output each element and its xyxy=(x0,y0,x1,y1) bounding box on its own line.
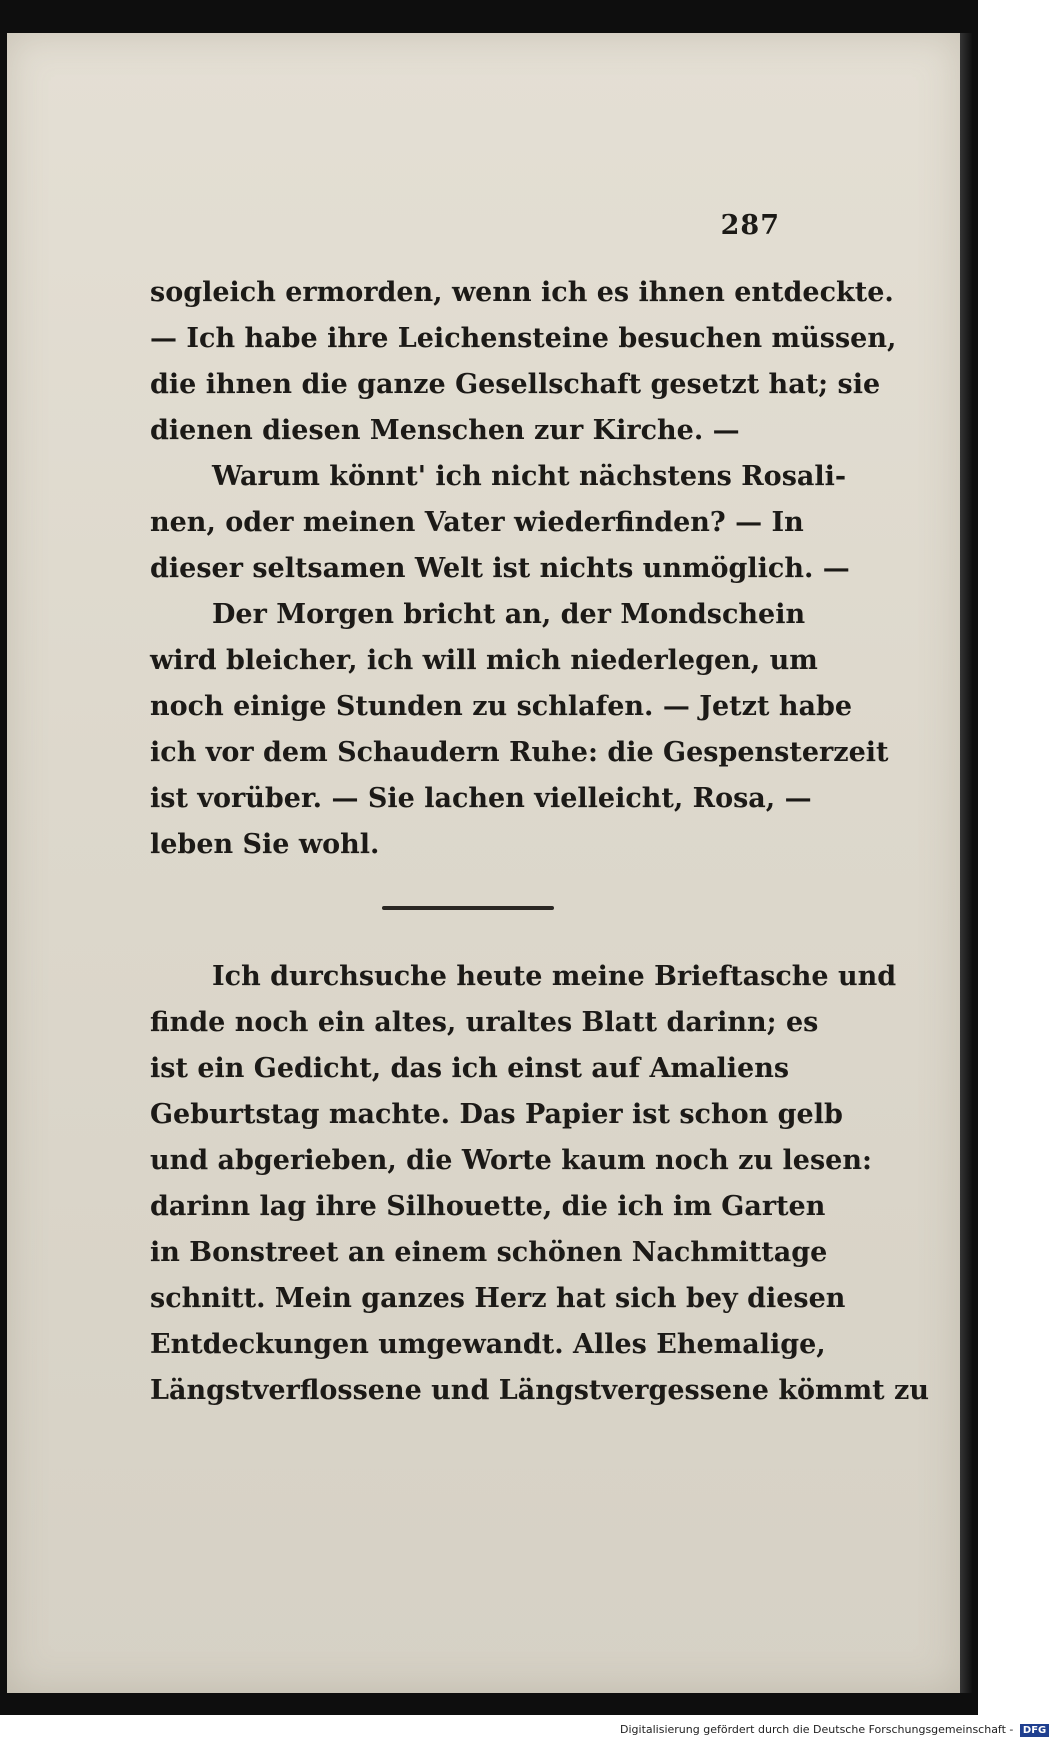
text-line: Längstverflossene und Längstvergessene kömmt zu xyxy=(150,1375,930,1406)
text-line: ist ein Gedicht, das ich einst auf Amaliens xyxy=(150,1053,790,1084)
text-line: und abgerieben, die Worte kaum noch zu lesen: xyxy=(150,1145,872,1176)
text-line: dieser seltsamen Welt ist nichts unmöglich. — xyxy=(150,553,850,584)
text-line: Ich durchsuche heute meine Brieftasche und xyxy=(212,961,897,992)
text-block-letter xyxy=(150,270,897,868)
text-line: sogleich ermorden, wenn ich es ihnen entdeckte. xyxy=(150,277,894,308)
text-line: finde noch ein altes, uraltes Blatt darinn; es xyxy=(150,1007,819,1038)
credit-text: Digitalisierung gefördert durch die Deutsche Forschungsgemeinschaft - xyxy=(620,1723,1014,1736)
text-line: ist vorüber. — Sie lachen vielleicht, Rosa, — xyxy=(150,783,812,814)
text-line: nen, oder meinen Vater wiederfinden? — In xyxy=(150,507,804,538)
text-line: dienen diesen Menschen zur Kirche. — xyxy=(150,415,740,446)
text-line: ich vor dem Schaudern Ruhe: die Gespensterzeit xyxy=(150,737,889,768)
page-edge xyxy=(958,33,972,1693)
text-line: — Ich habe ihre Leichensteine besuchen müssen, xyxy=(150,323,897,354)
text-line: Entdeckungen umgewandt. Alles Ehemalige, xyxy=(150,1329,826,1360)
text-line: Geburtstag machte. Das Papier ist schon gelb xyxy=(150,1099,843,1130)
text-line: darinn lag ihre Silhouette, die ich im Garten xyxy=(150,1191,826,1222)
text-line: Der Morgen bricht an, der Mondschein xyxy=(212,599,806,630)
digitization-credit xyxy=(620,1723,1047,1737)
section-separator xyxy=(382,906,554,910)
text-line: leben Sie wohl. xyxy=(150,829,380,860)
page-number: 287 xyxy=(720,210,780,241)
text-block-section xyxy=(150,954,930,1414)
text-line: in Bonstreet an einem schönen Nachmittage xyxy=(150,1237,828,1268)
text-line: noch einige Stunden zu schlafen. — Jetzt habe xyxy=(150,691,853,722)
text-line: Warum könnt' ich nicht nächstens Rosali- xyxy=(212,461,847,492)
text-line: wird bleicher, ich will mich niederlegen, um xyxy=(150,645,818,676)
text-line: die ihnen die ganze Gesellschaft gesetzt hat; sie xyxy=(150,369,881,400)
dfg-logo-icon: DFG xyxy=(1020,1724,1049,1737)
text-line: schnitt. Mein ganzes Herz hat sich bey diesen xyxy=(150,1283,846,1314)
